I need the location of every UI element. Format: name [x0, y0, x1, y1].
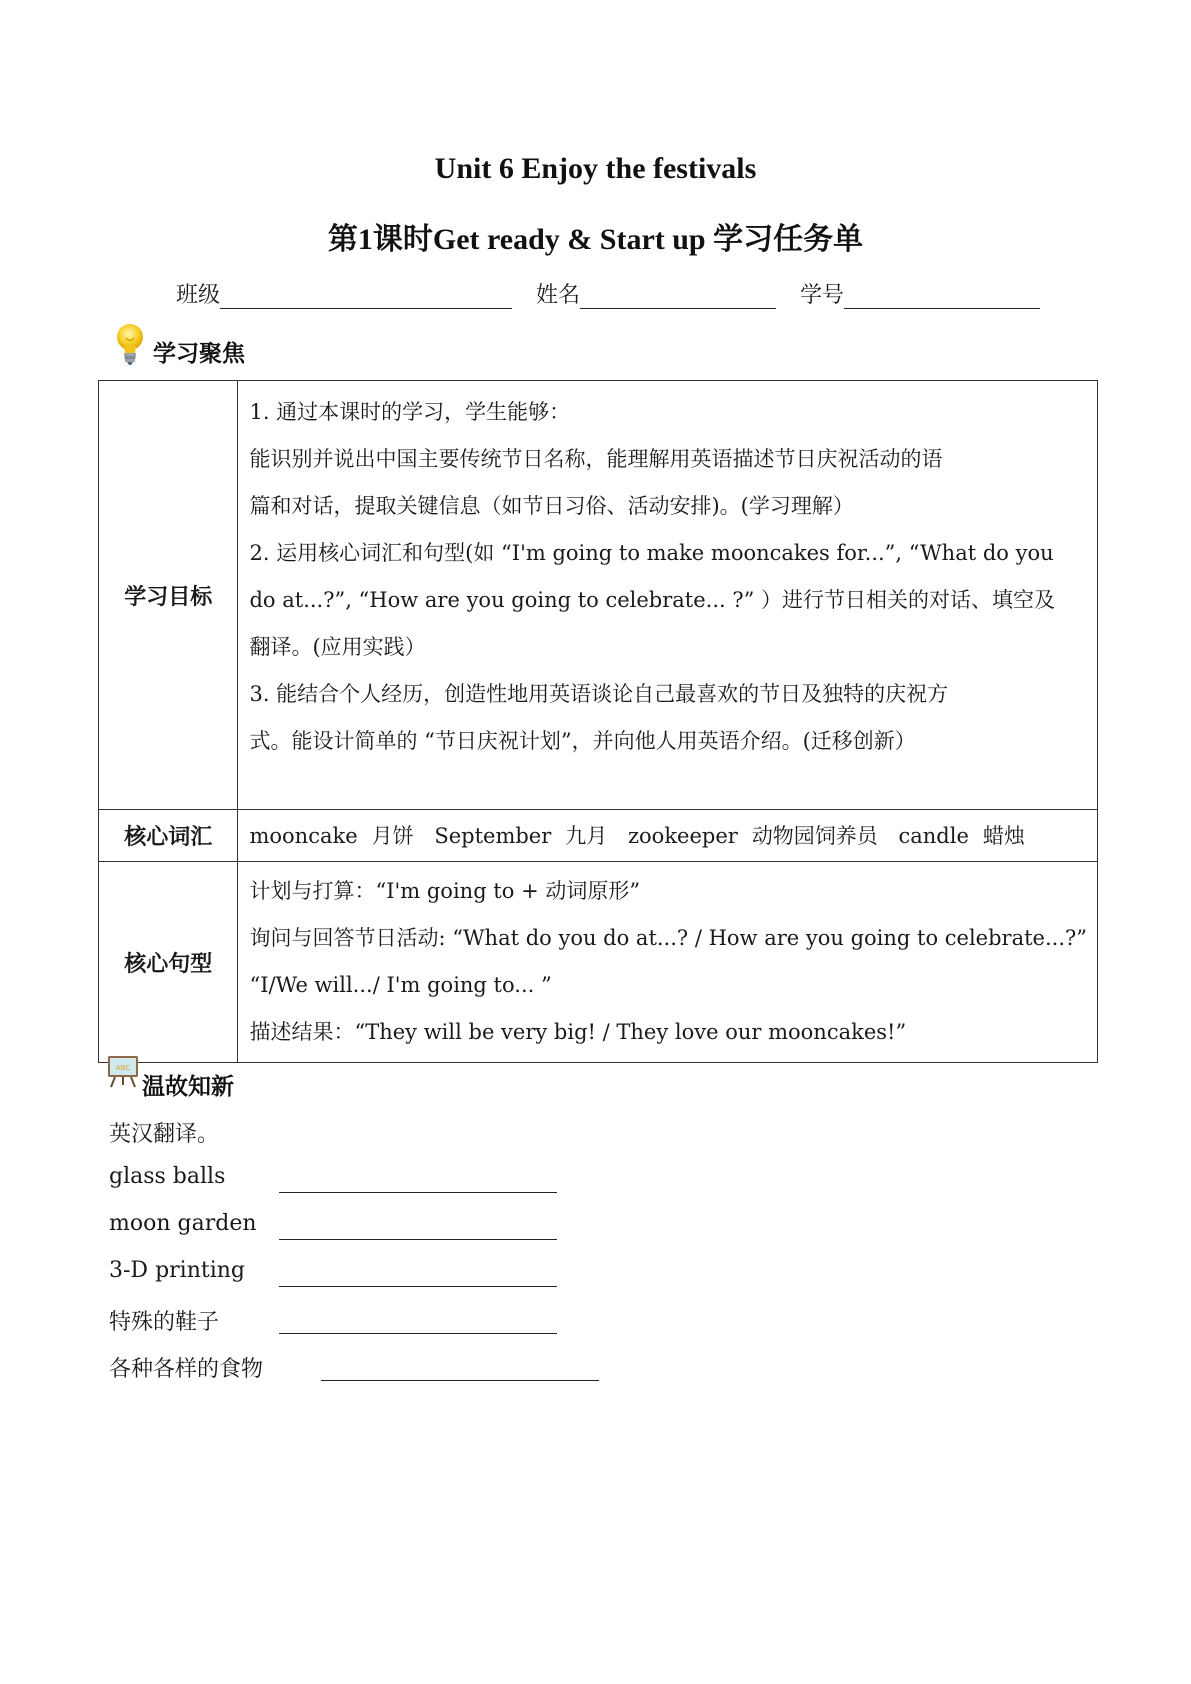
class-label: 班级 [176, 283, 221, 308]
answer-blank[interactable] [279, 1286, 557, 1287]
learning-focus-table [98, 380, 1098, 1063]
translation-term: 3-D printing [109, 1258, 245, 1283]
objectives-header: 学习目标 [99, 381, 238, 810]
sentence-pattern-line: “I/We will.../ I'm going to... ” [249, 973, 552, 997]
vocabulary-header: 核心词汇 [99, 810, 238, 862]
name-field[interactable] [580, 284, 776, 309]
vocab-en: candle [898, 823, 969, 848]
objective-line: 2. 运用核心词汇和句型(如 “I'm going to make mooncakes for...”, “What do you [249, 541, 1054, 565]
table-row-sentence-patterns [99, 862, 1098, 1063]
focus-section-heading: 学习聚焦 [153, 341, 245, 367]
answer-blank[interactable] [321, 1380, 599, 1381]
objective-line: 篇和对话，提取关键信息（如节日习俗、活动安排)。(学习理解） [249, 494, 854, 518]
answer-blank[interactable] [279, 1239, 557, 1240]
translation-list [109, 1164, 809, 1399]
translation-term: moon garden [109, 1211, 257, 1236]
objective-line: 能识别并说出中国主要传统节日名称，能理解用英语描述节日庆祝活动的语 [249, 447, 943, 471]
sentence-patterns-header: 核心句型 [99, 862, 238, 1063]
vocab-zh: 动物园饲养员 [751, 823, 878, 848]
svg-text:ABC: ABC [115, 1064, 131, 1072]
student-info-row [176, 278, 1040, 309]
answer-blank[interactable] [279, 1192, 557, 1193]
translation-term: 各种各样的食物 [109, 1357, 264, 1382]
vocab-zh: 九月 [565, 823, 608, 848]
vocab-en: mooncake [249, 823, 358, 848]
translation-term: 特殊的鞋子 [109, 1310, 220, 1335]
student-number-field[interactable] [844, 284, 1040, 309]
sentence-pattern-line: 计划与打算：“I'm going to + 动词原形” [249, 879, 641, 903]
vocab-en: September [434, 823, 552, 848]
objective-line: 1. 通过本课时的学习，学生能够： [249, 400, 571, 424]
answer-blank[interactable] [279, 1333, 557, 1334]
translation-item [109, 1305, 809, 1352]
sentence-pattern-line: 描述结果：“They will be very big! / They love our mooncakes!” [249, 1020, 907, 1044]
vocab-zh: 蜡烛 [982, 823, 1025, 848]
objective-line: do at...?”, “How are you going to celebrate... ?” ）进行节日相关的对话、填空及 [249, 588, 1056, 612]
translation-item [109, 1258, 809, 1305]
translation-item [109, 1352, 809, 1399]
translation-item [109, 1164, 809, 1211]
sentence-patterns-content [238, 862, 1098, 1063]
page-subtitle: 第1课时Get ready & Start up 学习任务单 [327, 223, 864, 256]
sentence-pattern-line: 询问与回答节日活动: “What do you do at...? / How are you going to celebrate...?” [249, 926, 1087, 950]
vocabulary-content [238, 810, 1098, 862]
name-label: 姓名 [536, 283, 581, 308]
vocab-en: zookeeper [627, 823, 738, 848]
lightbulb-icon [113, 322, 147, 368]
objective-line: 翻译。(应用实践） [249, 635, 426, 659]
translation-term: glass balls [109, 1164, 226, 1189]
objectives-content [238, 381, 1098, 810]
translation-item [109, 1211, 809, 1258]
table-row-objectives [99, 381, 1098, 810]
vocab-zh: 月饼 [371, 823, 414, 848]
class-field[interactable] [220, 284, 512, 309]
student-number-label: 学号 [800, 283, 845, 308]
page-title: Unit 6 Enjoy the festivals [434, 152, 757, 185]
objective-line: 3. 能结合个人经历，创造性地用英语谈论自己最喜欢的节日及独特的庆祝方 [249, 682, 949, 706]
review-instruction: 英汉翻译。 [109, 1122, 220, 1147]
table-row-vocabulary [99, 810, 1098, 862]
review-section-heading: 温故知新 [142, 1074, 234, 1100]
blackboard-icon [107, 1054, 139, 1088]
objective-line: 式。能设计简单的 “节日庆祝计划”，并向他人用英语介绍。(迁移创新） [249, 729, 916, 753]
